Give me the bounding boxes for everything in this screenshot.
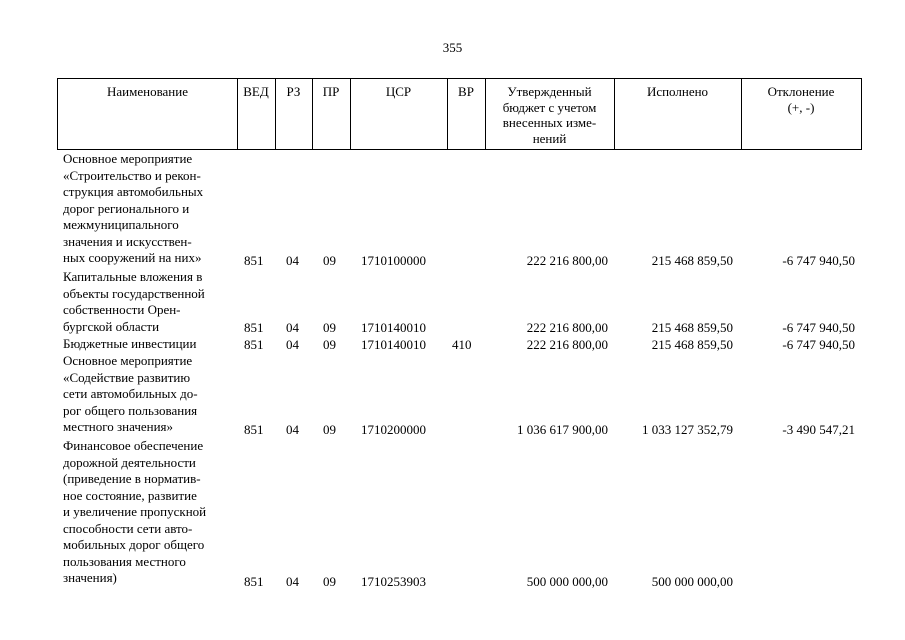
cell-rz: 04	[286, 421, 299, 437]
cell-done: 215 468 859,50	[651, 319, 733, 335]
row-name: Капитальные вложения в объекты государственной собственности Орен- бургской области	[63, 269, 205, 334]
cell-done: 1 033 127 352,79	[642, 421, 733, 437]
cell-pr: 09	[323, 421, 336, 437]
cell-ved: 851	[244, 421, 264, 437]
header-name: Наименование	[107, 84, 188, 99]
cell-deviation: -6 747 940,50	[782, 319, 855, 335]
cell-done: 500 000 000,00	[651, 573, 733, 589]
cell-budget: 500 000 000,00	[526, 573, 608, 589]
cell-budget: 1 036 617 900,00	[517, 421, 608, 437]
table-row	[0, 151, 905, 269]
header-rz: РЗ	[286, 84, 301, 99]
header-csr: ЦСР	[385, 84, 412, 99]
cell-csr: 1710140010	[361, 336, 426, 352]
row-name: Бюджетные инвестиции	[63, 336, 197, 351]
table-row	[0, 336, 905, 353]
cell-pr: 09	[323, 573, 336, 589]
cell-deviation: -6 747 940,50	[782, 336, 855, 352]
cell-rz: 04	[286, 319, 299, 335]
table-row	[0, 438, 905, 590]
header-budget: Утвержденный бюджет с учетом внесенных изме- нений	[502, 84, 597, 146]
header-ved: ВЕД	[243, 84, 269, 99]
cell-csr: 1710140010	[361, 319, 426, 335]
table-row	[0, 269, 905, 336]
cell-ved: 851	[244, 252, 264, 268]
cell-deviation: -3 490 547,21	[782, 421, 855, 437]
header-vr: ВР	[458, 84, 474, 99]
cell-csr: 1710100000	[361, 252, 426, 268]
cell-ved: 851	[244, 319, 264, 335]
cell-done: 215 468 859,50	[651, 252, 733, 268]
cell-pr: 09	[323, 319, 336, 335]
cell-ved: 851	[244, 336, 264, 352]
cell-vr: 410	[452, 336, 472, 352]
cell-budget: 222 216 800,00	[526, 252, 608, 268]
page-number: 355	[442, 40, 463, 55]
cell-csr: 1710253903	[361, 573, 426, 589]
header-pr: ПР	[322, 84, 340, 99]
table-header	[57, 78, 862, 150]
cell-rz: 04	[286, 573, 299, 589]
table-row	[0, 353, 905, 438]
cell-done: 215 468 859,50	[651, 336, 733, 352]
header-deviation: Отклонение (+, -)	[767, 84, 835, 115]
cell-pr: 09	[323, 336, 336, 352]
row-name: Основное мероприятие «Строительство и рекон- струкция автомобильных дорог регионального и межмуниципального значения и искусствен- ных сооружений на них»	[63, 151, 204, 265]
cell-ved: 851	[244, 573, 264, 589]
row-name: Основное мероприятие «Содействие развитию сети автомобильных до- рог общего пользования местного значения»	[63, 353, 198, 434]
cell-budget: 222 216 800,00	[526, 319, 608, 335]
cell-rz: 04	[286, 336, 299, 352]
cell-deviation: -6 747 940,50	[782, 252, 855, 268]
cell-csr: 1710200000	[361, 421, 426, 437]
row-name: Финансовое обеспечение дорожной деятельности (приведение в норматив- ное состояние, развитие и увеличение пропускной способности сети авто- мобильных дорог общего пользования местного значения)	[63, 438, 207, 585]
cell-rz: 04	[286, 252, 299, 268]
cell-budget: 222 216 800,00	[526, 336, 608, 352]
cell-pr: 09	[323, 252, 336, 268]
header-done: Исполнено	[646, 84, 709, 99]
